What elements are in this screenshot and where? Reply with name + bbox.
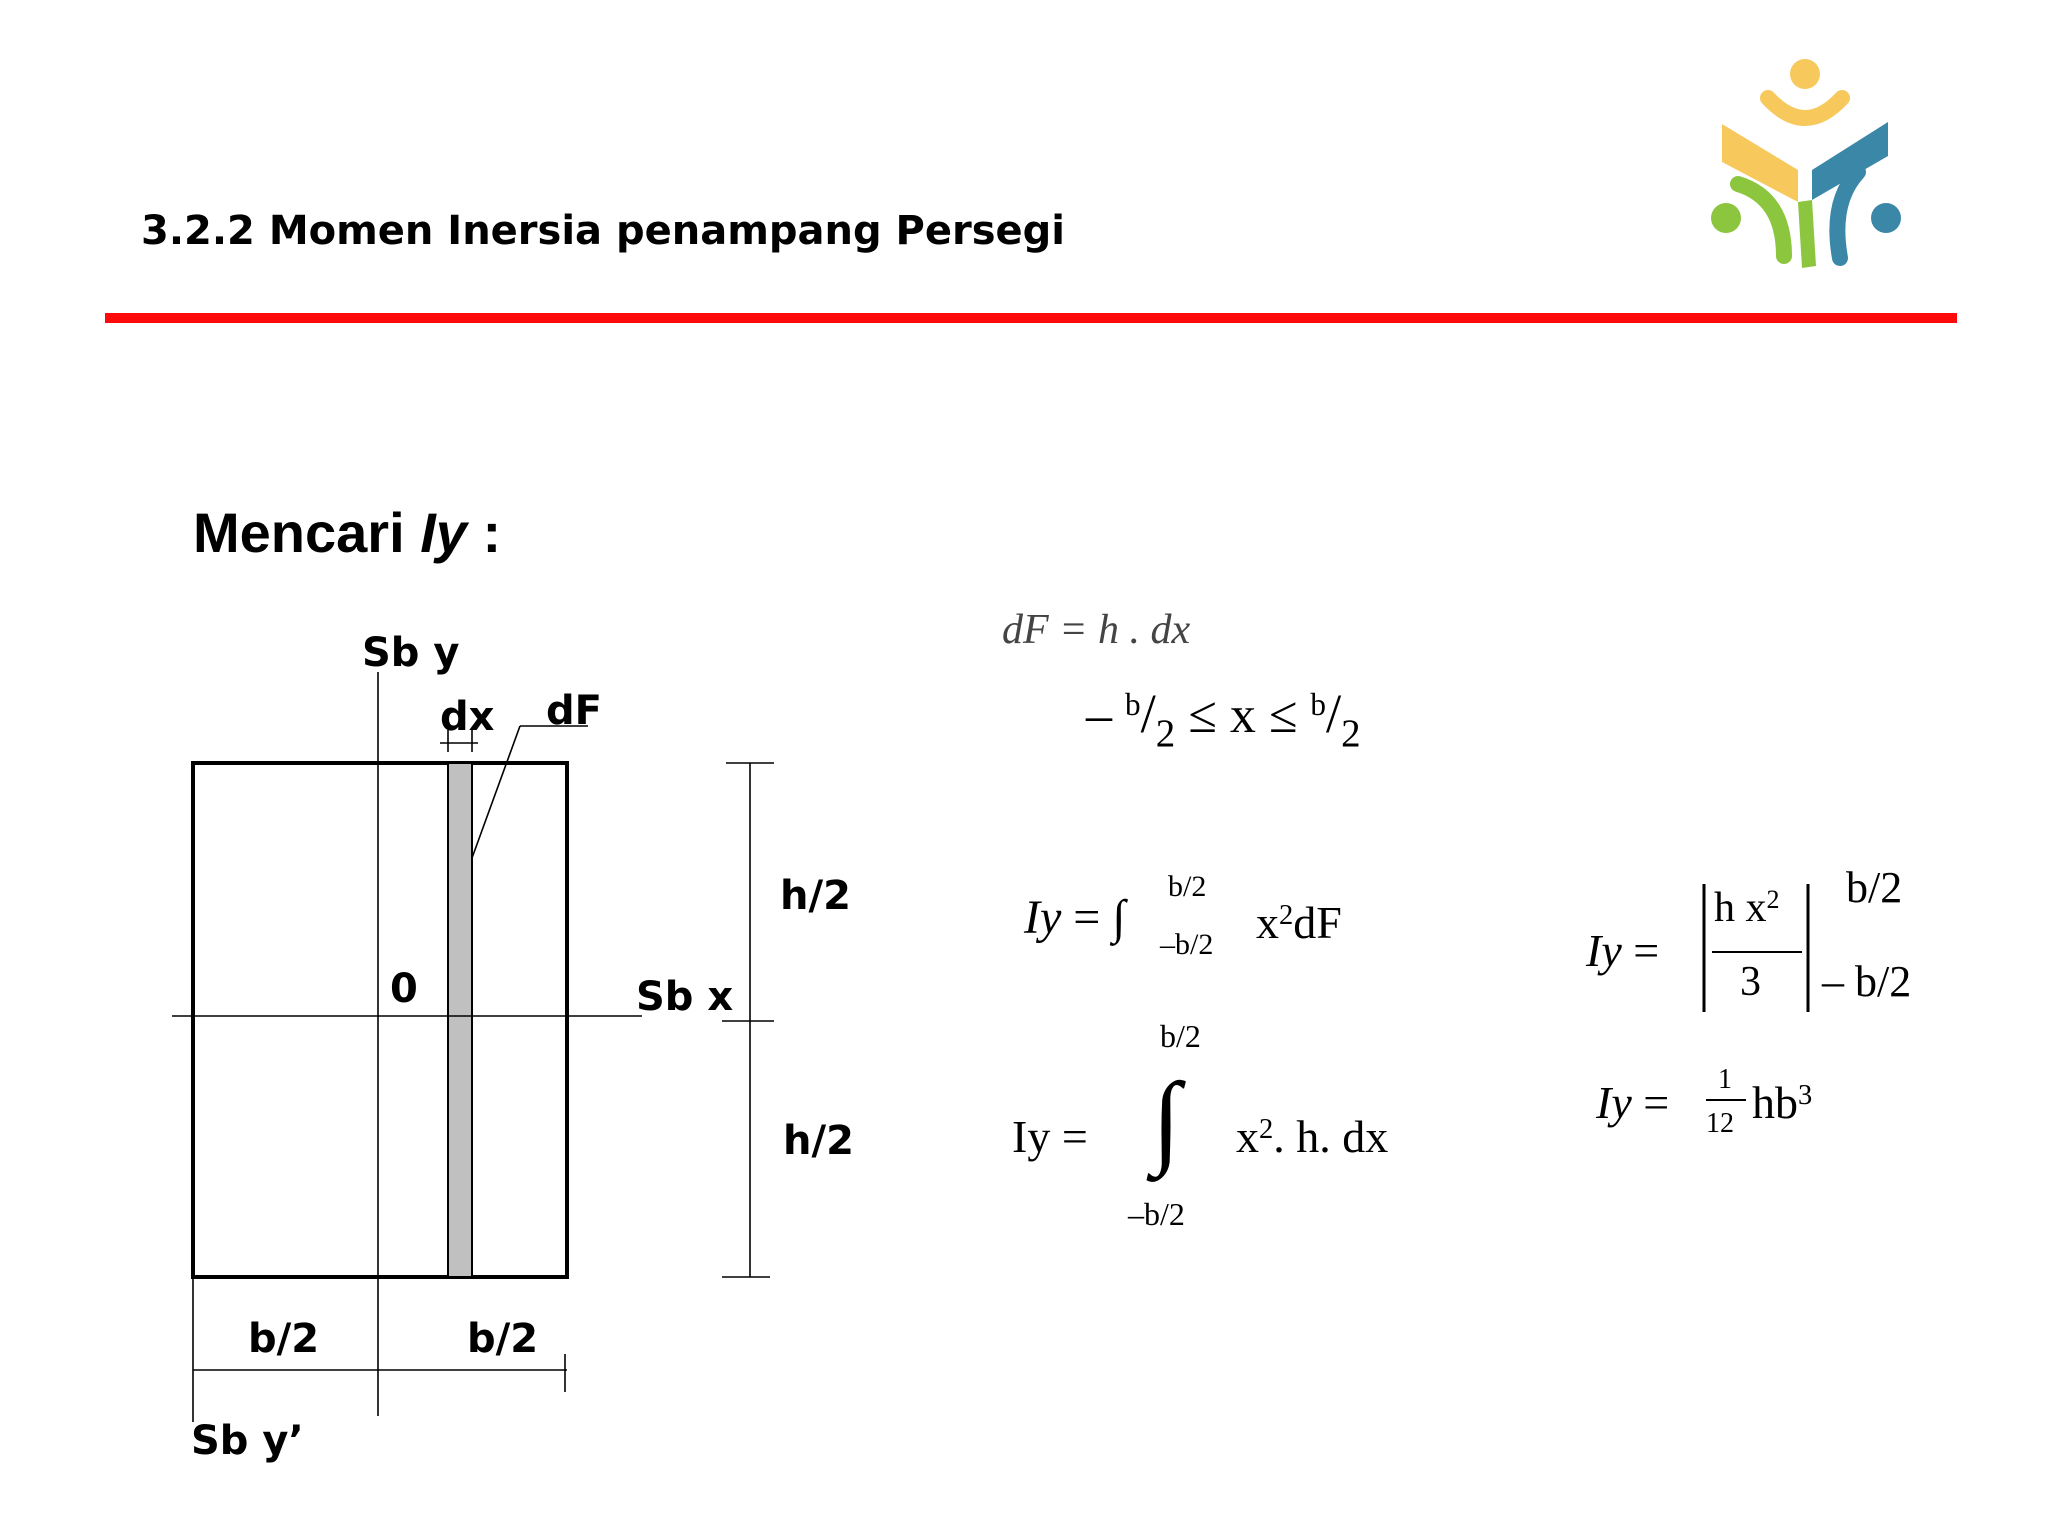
heading-prefix: Mencari [193, 501, 421, 564]
iy-eval-lower-limit: – b/2 [1822, 957, 1912, 1006]
heading-variable: Iy [420, 501, 467, 564]
label-b2-left: b/2 [248, 1316, 320, 1362]
iy-big-upper-limit: b/2 [1160, 1018, 1201, 1054]
iy-result-frac-num: 1 [1718, 1064, 1732, 1095]
label-origin: 0 [390, 966, 418, 1012]
label-sb-x: Sb x [636, 974, 734, 1020]
label-sb-y-prime: Sb y’ [191, 1418, 304, 1464]
iy-eval-numerator: h $x^2$ [1714, 884, 1780, 931]
formula-dF: dF = h . dx [1002, 607, 1191, 653]
label-dx: dx [440, 694, 495, 740]
iy-eval-upper-limit: b/2 [1846, 863, 1903, 912]
formula-iy-big-lhs: Iy = [1012, 1111, 1088, 1162]
iy-eval-denominator: 3 [1740, 959, 1761, 1005]
iy-result-body: $hb^3$ [1752, 1077, 1813, 1128]
iy-big-integral-sign: ∫ [1152, 1062, 1181, 1177]
iy-result-frac-den: 12 [1706, 1108, 1734, 1139]
label-sb-y: Sb y [362, 630, 460, 676]
iy-integral-integrand: $x^2dF$ [1256, 897, 1342, 948]
formula-iy-result-lhs: Iy = [1596, 1077, 1670, 1128]
iy-integral-upper-limit: b/2 [1168, 870, 1207, 903]
label-h2-top: h/2 [780, 873, 851, 919]
heading-suffix: : [466, 501, 502, 564]
iy-integral-lower-limit: –b/2 [1160, 928, 1214, 961]
formula-iy-integral: Iy = ∫ [1024, 891, 1126, 944]
slide-title: 3.2.2 Momen Inersia penampang Persegi [141, 208, 1065, 254]
iy-big-integrand: $x^2$. h. dx [1236, 1111, 1389, 1162]
label-h2-bottom: h/2 [783, 1118, 854, 1164]
label-b2-right: b/2 [467, 1316, 539, 1362]
formula-range: – $^b/_2 \le x \le ^b/_2$ [1086, 683, 1361, 755]
label-dF: dF [546, 688, 602, 734]
formula-iy-eval-lhs: Iy = [1586, 925, 1660, 976]
iy-big-lower-limit: –b/2 [1128, 1196, 1185, 1232]
